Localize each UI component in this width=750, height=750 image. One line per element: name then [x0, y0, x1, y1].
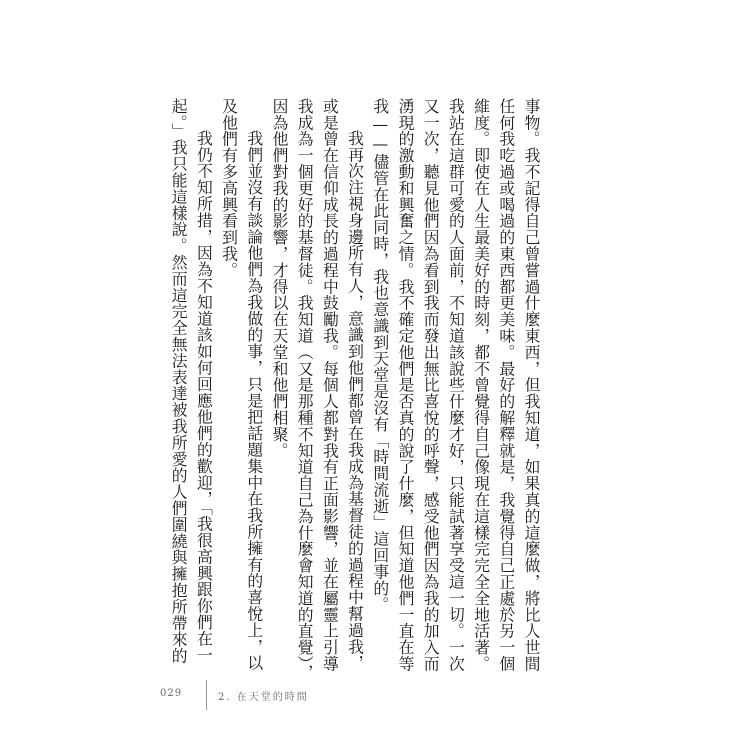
page-number: 029 — [160, 688, 183, 699]
vertical-text-block — [169, 98, 544, 681]
text-line: 我站在這群可愛的人面前，不知道該說些什麼才好，只能試著享受這一切。一次 — [446, 98, 466, 672]
text-line: 湧現的激動和興奮之情。我不確定他們是否真的說了什麼，但知道他們一直在等 — [395, 98, 415, 672]
text-line: 維度。即使在人生最美好的時刻，都不曾覺得自己像現在這樣完完全全地活著。 — [471, 98, 491, 672]
chapter-title: 2. 在天堂的時間 — [218, 692, 309, 703]
text-line: 起。」我只能這樣說。然而這完全無法表達被我所愛的人們圍繞與擁抱所帶來的 — [169, 98, 189, 665]
text-line: 任何我吃過或喝過的東西都更美味。最好的解釋就是，我覺得自己正處於另一個 — [496, 98, 516, 672]
text-line: 我成為一個更好的基督徒。我知道（又是那種不知道自己為什麼會知道的直覺）， — [295, 98, 315, 681]
text-line: 我仍不知所措，因為不知道該如何回應他們的歡迎，「我很高興跟你們在一 — [194, 129, 214, 663]
text-line: 事物。我不記得自己曾嘗過什麼東西，但我知道，如果真的這麼做，將比人世間 — [522, 98, 541, 672]
text-line: 及他們有多高興看到我。 — [219, 98, 239, 279]
text-line: 因為他們對我的影響，才得以在天堂和他們相聚。 — [269, 98, 289, 459]
footer-divider — [206, 680, 207, 710]
text-line: 我——儘管在此同時，我也意識到天堂是沒有「時間流逝」這回事的。 — [370, 98, 390, 613]
page-footer — [0, 688, 750, 710]
text-line: 或是曾在信仰成長的過程中鼓勵我。每個人都對我有正面影響，並在屬靈上引導 — [320, 98, 340, 672]
text-line: 我再次注視身邊所有人，意識到他們都曾在我成為基督徒的過程中幫過我， — [345, 129, 365, 671]
text-line: 我們並沒有談論他們為我做的事，只是把話題集中在我所擁有的喜悅上，以 — [244, 129, 264, 671]
text-line: 又一次，聽見他們因為看到我而發出無比喜悅的呼聲，感受他們因為我的加入而 — [421, 98, 441, 672]
